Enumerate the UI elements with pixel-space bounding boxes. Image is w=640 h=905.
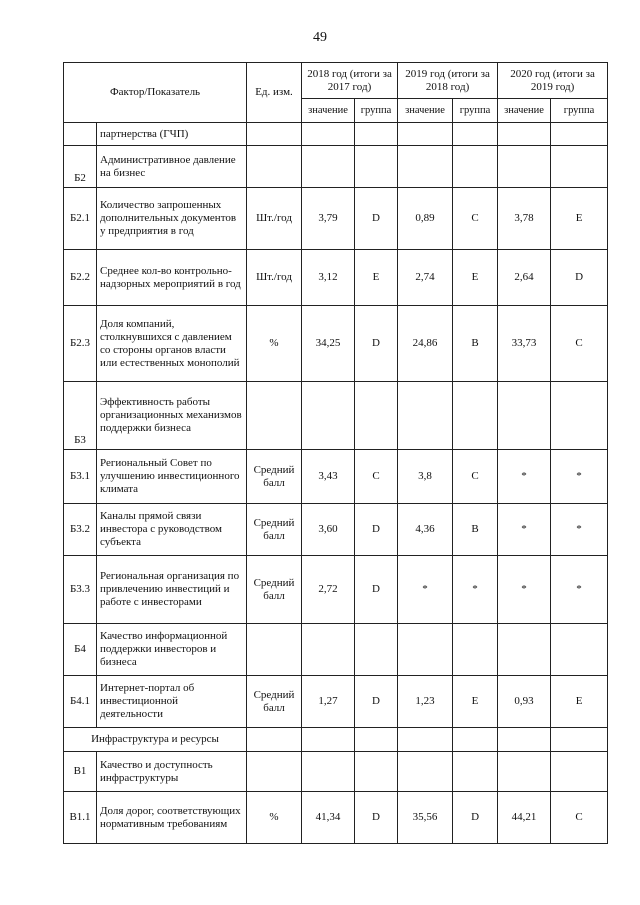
row-unit bbox=[247, 146, 302, 188]
row-name: Доля компаний, столкнувшихся с давлением со стороны органов власти или естественных монополий bbox=[97, 306, 247, 382]
row-unit bbox=[247, 752, 302, 792]
cell-2020-group bbox=[551, 728, 608, 752]
table-row bbox=[64, 450, 608, 504]
cell-2018-group: D bbox=[355, 556, 398, 624]
row-name: Количество запрошенных дополнительных документов у предприятия в год bbox=[97, 188, 247, 250]
cell-2020-value: 2,64 bbox=[498, 250, 551, 306]
cell-2018-value: 34,25 bbox=[302, 306, 355, 382]
cell-2019-value: 4,36 bbox=[398, 504, 453, 556]
cell-2020-value bbox=[498, 752, 551, 792]
cell-2019-group: E bbox=[453, 676, 498, 728]
row-unit: % bbox=[247, 792, 302, 844]
cell-2019-group: B bbox=[453, 504, 498, 556]
row-name: Качество и доступность инфраструктуры bbox=[97, 752, 247, 792]
cell-2018-group bbox=[355, 752, 398, 792]
cell-2019-value: * bbox=[398, 556, 453, 624]
row-name: Региональная организация по привлечению инвестиций и работе с инвесторами bbox=[97, 556, 247, 624]
cell-2019-value: 2,74 bbox=[398, 250, 453, 306]
row-name: Каналы прямой связи инвестора с руководством субъекта bbox=[97, 504, 247, 556]
cell-2020-value bbox=[498, 146, 551, 188]
table-row bbox=[64, 504, 608, 556]
cell-2019-value: 0,89 bbox=[398, 188, 453, 250]
cell-2020-value: 44,21 bbox=[498, 792, 551, 844]
cell-2020-group bbox=[551, 624, 608, 676]
header-year-2020: 2020 год (итоги за 2019 год) bbox=[498, 63, 608, 99]
cell-2019-value: 3,8 bbox=[398, 450, 453, 504]
row-code: В1 bbox=[64, 752, 97, 792]
cell-2020-group: C bbox=[551, 306, 608, 382]
cell-2020-group bbox=[551, 752, 608, 792]
table-row bbox=[64, 624, 608, 676]
cell-2018-group bbox=[355, 624, 398, 676]
row-unit: % bbox=[247, 306, 302, 382]
cell-2020-value: * bbox=[498, 504, 551, 556]
cell-2019-group: C bbox=[453, 188, 498, 250]
table-row bbox=[64, 752, 608, 792]
cell-2018-group: D bbox=[355, 188, 398, 250]
table-row bbox=[64, 306, 608, 382]
cell-2019-value bbox=[398, 752, 453, 792]
table-row bbox=[64, 792, 608, 844]
cell-2020-group: * bbox=[551, 504, 608, 556]
row-code: Б2 bbox=[64, 146, 97, 188]
header-year-2019: 2019 год (итоги за 2018 год) bbox=[398, 63, 498, 99]
row-unit bbox=[247, 382, 302, 450]
cell-2018-group: D bbox=[355, 504, 398, 556]
cell-2018-value: 3,79 bbox=[302, 188, 355, 250]
cell-2020-group: * bbox=[551, 450, 608, 504]
cell-2019-group bbox=[453, 382, 498, 450]
cell-2019-group bbox=[453, 146, 498, 188]
page-number: 49 bbox=[313, 30, 327, 45]
cell-2020-group: C bbox=[551, 792, 608, 844]
cell-2019-value bbox=[398, 382, 453, 450]
cell-2018-group bbox=[355, 382, 398, 450]
cell-2020-group: * bbox=[551, 556, 608, 624]
cell-2019-group bbox=[453, 728, 498, 752]
cell-2020-group: E bbox=[551, 188, 608, 250]
table-row bbox=[64, 250, 608, 306]
row-unit bbox=[247, 123, 302, 146]
row-code: Б3.2 bbox=[64, 504, 97, 556]
cell-2020-value bbox=[498, 728, 551, 752]
indicators-table bbox=[63, 62, 608, 844]
cell-2020-group: D bbox=[551, 250, 608, 306]
row-name: Эффективность работы организационных механизмов поддержки бизнеса bbox=[97, 382, 247, 450]
table-row bbox=[64, 556, 608, 624]
header-group: группа bbox=[453, 99, 498, 123]
row-code: Б3 bbox=[64, 382, 97, 450]
cell-2020-value: * bbox=[498, 450, 551, 504]
cell-2018-group: E bbox=[355, 250, 398, 306]
table-row bbox=[64, 188, 608, 250]
table-row bbox=[64, 382, 608, 450]
row-code: Б2.1 bbox=[64, 188, 97, 250]
row-name: Среднее кол-во контрольно-надзорных мероприятий в год bbox=[97, 250, 247, 306]
row-unit: Средний балл bbox=[247, 676, 302, 728]
cell-2019-value: 1,23 bbox=[398, 676, 453, 728]
row-code: Б2.2 bbox=[64, 250, 97, 306]
cell-2018-group bbox=[355, 123, 398, 146]
cell-2019-value bbox=[398, 146, 453, 188]
cell-2020-group bbox=[551, 382, 608, 450]
table-row bbox=[64, 676, 608, 728]
cell-2020-value: * bbox=[498, 556, 551, 624]
cell-2019-value: 35,56 bbox=[398, 792, 453, 844]
row-name: Региональный Совет по улучшению инвестиционного климата bbox=[97, 450, 247, 504]
cell-2019-group: * bbox=[453, 556, 498, 624]
cell-2020-value bbox=[498, 382, 551, 450]
row-name: Качество информационной поддержки инвесторов и бизнеса bbox=[97, 624, 247, 676]
cell-2019-group: C bbox=[453, 450, 498, 504]
cell-2020-group: E bbox=[551, 676, 608, 728]
row-code: В1.1 bbox=[64, 792, 97, 844]
cell-2020-value: 3,78 bbox=[498, 188, 551, 250]
cell-2019-group: B bbox=[453, 306, 498, 382]
row-code: Б3.1 bbox=[64, 450, 97, 504]
cell-2019-group bbox=[453, 123, 498, 146]
header-value: значение bbox=[398, 99, 453, 123]
cell-2020-value bbox=[498, 123, 551, 146]
cell-2018-group: D bbox=[355, 676, 398, 728]
row-code bbox=[64, 123, 97, 146]
cell-2018-value bbox=[302, 146, 355, 188]
cell-2018-value bbox=[302, 123, 355, 146]
section-row bbox=[64, 728, 608, 752]
cell-2018-value: 2,72 bbox=[302, 556, 355, 624]
table-row bbox=[64, 123, 608, 146]
header-value: значение bbox=[302, 99, 355, 123]
row-unit bbox=[247, 624, 302, 676]
header-value: значение bbox=[498, 99, 551, 123]
header-group: группа bbox=[355, 99, 398, 123]
header-group: группа bbox=[551, 99, 608, 123]
cell-2019-group: D bbox=[453, 792, 498, 844]
cell-2018-value: 41,34 bbox=[302, 792, 355, 844]
row-unit: Средний балл bbox=[247, 450, 302, 504]
header-factor: Фактор/Показатель bbox=[64, 63, 247, 123]
cell-2018-value: 3,60 bbox=[302, 504, 355, 556]
cell-2019-group: E bbox=[453, 250, 498, 306]
cell-2018-group: D bbox=[355, 306, 398, 382]
cell-2018-value: 3,12 bbox=[302, 250, 355, 306]
section-title: Инфраструктура и ресурсы bbox=[64, 728, 247, 752]
cell-2019-value bbox=[398, 624, 453, 676]
cell-2018-group: C bbox=[355, 450, 398, 504]
cell-2020-value: 33,73 bbox=[498, 306, 551, 382]
row-unit: Шт./год bbox=[247, 250, 302, 306]
cell-2019-value bbox=[398, 728, 453, 752]
cell-2020-group bbox=[551, 146, 608, 188]
row-name: Административное давление на бизнес bbox=[97, 146, 247, 188]
cell-2020-value: 0,93 bbox=[498, 676, 551, 728]
row-unit: Шт./год bbox=[247, 188, 302, 250]
cell-2018-group bbox=[355, 146, 398, 188]
cell-2018-value bbox=[302, 728, 355, 752]
row-code: Б3.3 bbox=[64, 556, 97, 624]
row-unit: Средний балл bbox=[247, 504, 302, 556]
row-name: Интернет-портал об инвестиционной деятельности bbox=[97, 676, 247, 728]
row-code: Б2.3 bbox=[64, 306, 97, 382]
cell-2018-group bbox=[355, 728, 398, 752]
cell-2018-value bbox=[302, 624, 355, 676]
cell-2019-value bbox=[398, 123, 453, 146]
table-row bbox=[64, 146, 608, 188]
header-unit: Ед. изм. bbox=[247, 63, 302, 123]
cell-2018-group: D bbox=[355, 792, 398, 844]
cell-2019-group bbox=[453, 624, 498, 676]
cell-2019-value: 24,86 bbox=[398, 306, 453, 382]
row-unit bbox=[247, 728, 302, 752]
cell-2018-value bbox=[302, 752, 355, 792]
cell-2018-value bbox=[302, 382, 355, 450]
row-code: Б4 bbox=[64, 624, 97, 676]
cell-2020-group bbox=[551, 123, 608, 146]
row-name: Доля дорог, соответствующих нормативным требованиям bbox=[97, 792, 247, 844]
header-year-2018: 2018 год (итоги за 2017 год) bbox=[302, 63, 398, 99]
cell-2019-group bbox=[453, 752, 498, 792]
cell-2018-value: 3,43 bbox=[302, 450, 355, 504]
cell-2020-value bbox=[498, 624, 551, 676]
row-name: партнерства (ГЧП) bbox=[97, 123, 247, 146]
cell-2018-value: 1,27 bbox=[302, 676, 355, 728]
row-code: Б4.1 bbox=[64, 676, 97, 728]
row-unit: Средний балл bbox=[247, 556, 302, 624]
